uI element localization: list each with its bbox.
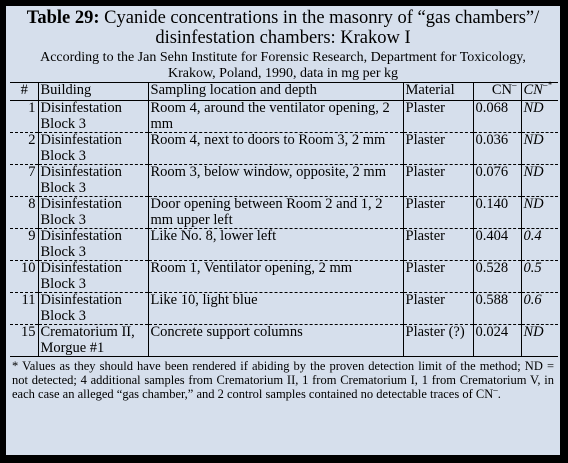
table-source-line1: According to the Jan Sehn Institute for Forensic Research, Department for Toxicology, <box>40 50 526 65</box>
cell-building: Disinfestation Block 3 <box>38 165 148 197</box>
cell-location: Room 4, next to doors to Room 3, 2 mm <box>148 133 403 165</box>
cell-material: Plaster <box>403 261 473 293</box>
cell-cn: 0.588 <box>473 293 521 325</box>
cell-cn-star: ND <box>521 101 558 133</box>
cell-num: 2 <box>10 133 38 165</box>
header-cn: CN– <box>473 83 521 101</box>
table-row <box>10 133 558 165</box>
cell-num: 15 <box>10 325 38 357</box>
table-row <box>10 101 558 133</box>
cell-building: Disinfestation Block 3 <box>38 229 148 261</box>
table-row <box>10 229 558 261</box>
header-material: Material <box>403 83 473 101</box>
cell-cn-star: ND <box>521 165 558 197</box>
table-row <box>10 165 558 197</box>
table-label: Table 29: <box>26 8 100 28</box>
cell-material: Plaster <box>403 293 473 325</box>
cell-material: Plaster <box>403 133 473 165</box>
cell-cn: 0.036 <box>473 133 521 165</box>
cell-building: Disinfestation Block 3 <box>38 293 148 325</box>
cell-building: Disinfestation Block 3 <box>38 101 148 133</box>
cell-location: Room 3, below window, opposite, 2 mm <box>148 165 403 197</box>
table-source-line2: Krakow, Poland, 1990, data in mg per kg <box>167 66 399 81</box>
cell-cn-star: ND <box>521 197 558 229</box>
table-title-line2: disinfestation chambers: Krakow I <box>155 28 411 48</box>
table-row <box>10 197 558 229</box>
cell-material: Plaster <box>403 197 473 229</box>
cell-location: Room 1, Ventilator opening, 2 mm <box>148 261 403 293</box>
cell-location: Like No. 8, lower left <box>148 229 403 261</box>
cell-num: 7 <box>10 165 38 197</box>
table-row <box>10 261 558 293</box>
table-caption <box>6 6 560 82</box>
table-row <box>10 293 558 325</box>
table-title-text: Cyanide concentrations in the masonry of “gas chambers”/ <box>104 8 540 28</box>
cell-material: Plaster (?) <box>403 325 473 357</box>
cell-building: Disinfestation Block 3 <box>38 133 148 165</box>
cell-cn: 0.024 <box>473 325 521 357</box>
cell-building: Crematorium II, Morgue #1 <box>38 325 148 357</box>
cell-cn: 0.528 <box>473 261 521 293</box>
cell-cn-star: ND <box>521 325 558 357</box>
table-panel <box>6 6 560 455</box>
cell-cn: 0.068 <box>473 101 521 133</box>
cell-cn-star: 0.5 <box>521 261 558 293</box>
cyanide-table <box>10 82 558 357</box>
header-cn-star: CN–* <box>521 83 558 101</box>
table-header-row <box>10 83 558 101</box>
table-row <box>10 325 558 357</box>
cell-num: 10 <box>10 261 38 293</box>
cell-num: 11 <box>10 293 38 325</box>
header-location: Sampling location and depth <box>148 83 403 101</box>
cell-material: Plaster <box>403 229 473 261</box>
table-source <box>6 50 560 82</box>
cell-building: Disinfestation Block 3 <box>38 197 148 229</box>
cell-num: 1 <box>10 101 38 133</box>
cell-material: Plaster <box>403 165 473 197</box>
cell-cn: 0.404 <box>473 229 521 261</box>
cell-num: 9 <box>10 229 38 261</box>
cell-cn-star: 0.4 <box>521 229 558 261</box>
cell-cn: 0.140 <box>473 197 521 229</box>
cell-location: Concrete support columns <box>148 325 403 357</box>
cell-building: Disinfestation Block 3 <box>38 261 148 293</box>
cell-material: Plaster <box>403 101 473 133</box>
cell-cn: 0.076 <box>473 165 521 197</box>
cell-location: Door opening between Room 2 and 1, 2 mm upper left <box>148 197 403 229</box>
header-building: Building <box>38 83 148 101</box>
cell-location: Room 4, around the ventilator opening, 2 mm <box>148 101 403 133</box>
header-num: # <box>10 83 38 101</box>
cell-cn-star: 0.6 <box>521 293 558 325</box>
cell-cn-star: ND <box>521 133 558 165</box>
cell-location: Like 10, light blue <box>148 293 403 325</box>
cell-num: 8 <box>10 197 38 229</box>
table-title <box>6 8 560 48</box>
table-footnote: * Values as they should have been rendered if abiding by the proven detection limit of the method; ND = not detected; 4 additional samples from Crematorium II, 1 from Crematorium I, 1 from Crematorium V, in each case an alleged “gas chamber,” and 2 control samples contained no detectable traces of CN–. <box>12 359 554 401</box>
